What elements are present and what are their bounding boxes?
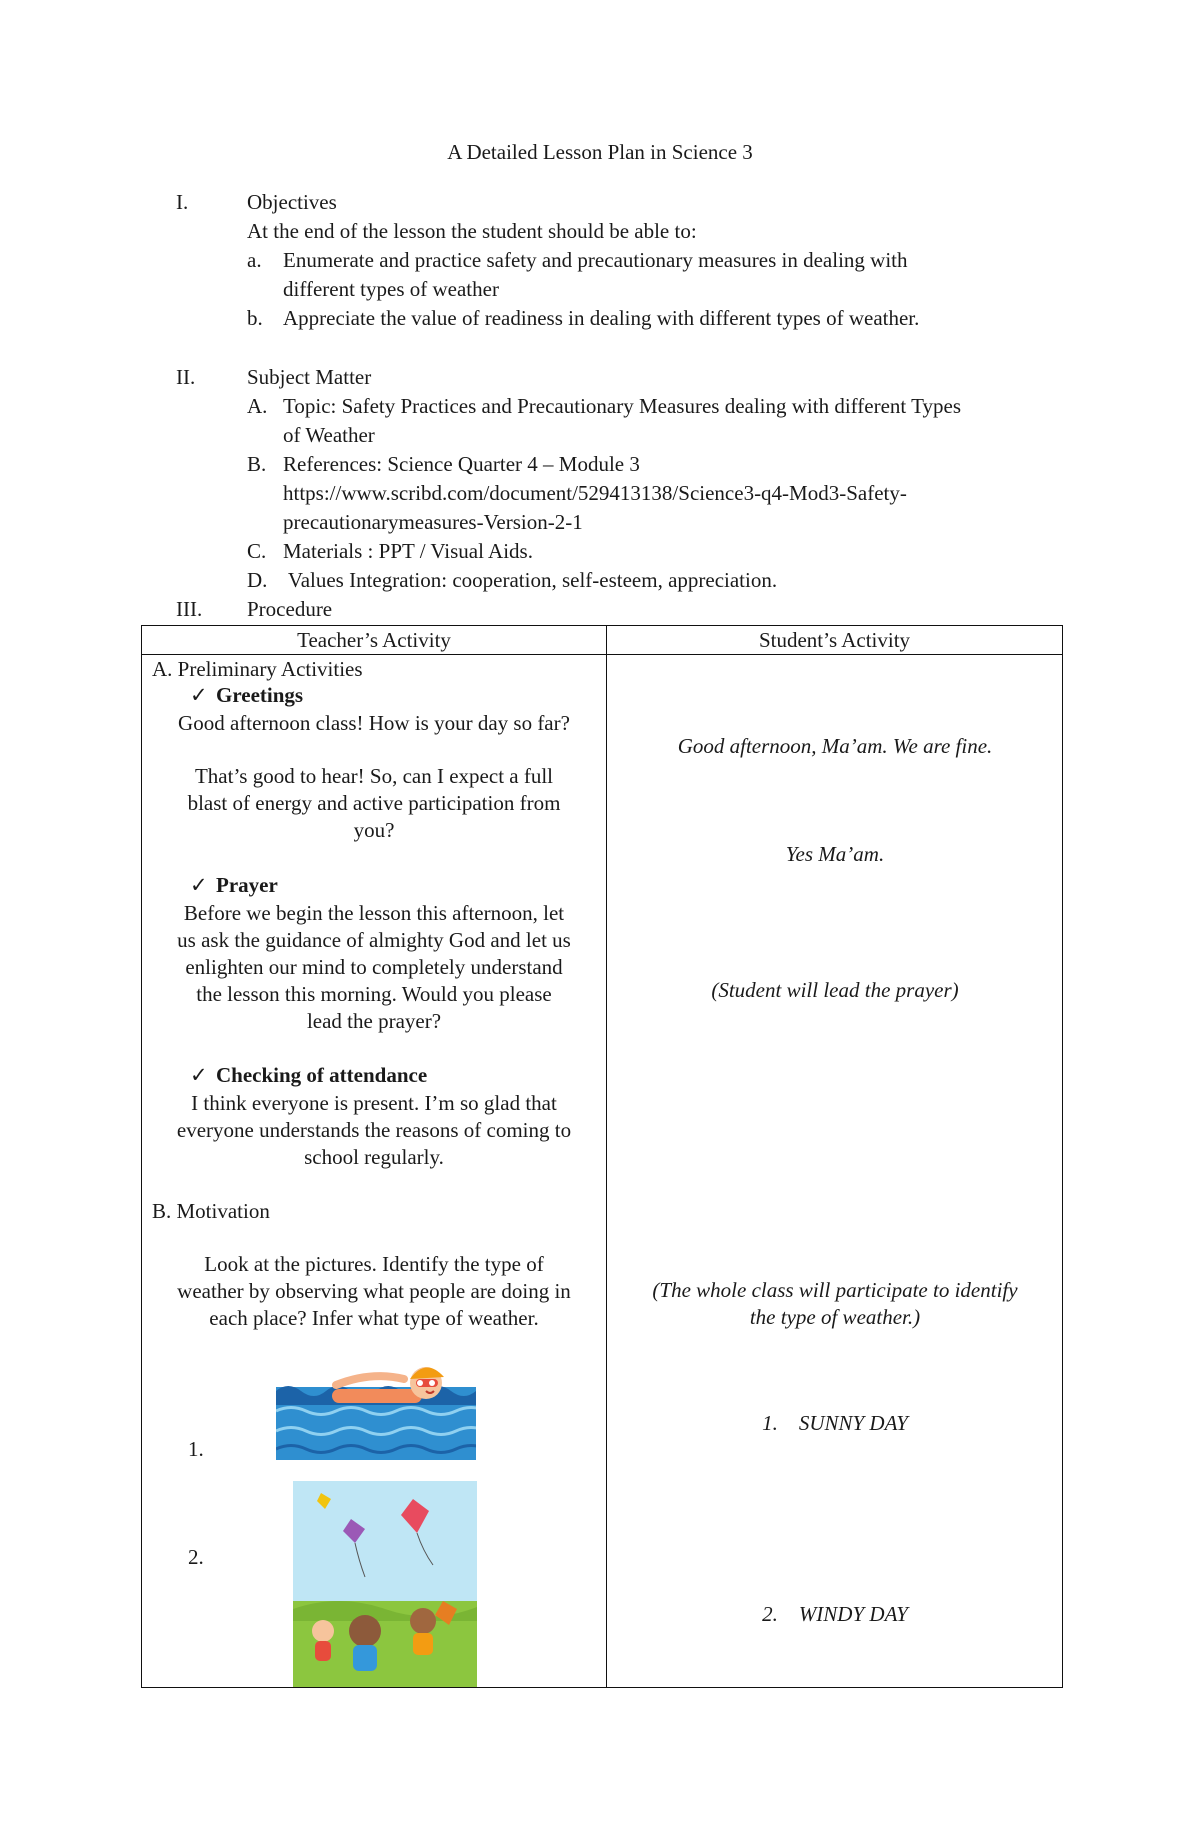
- objectives-intro: At the end of the lesson the student should be able to:: [247, 219, 697, 243]
- attendance-heading: ✓ Checking of attendance: [190, 1063, 428, 1087]
- prayer-reply: (Student will lead the prayer): [711, 978, 959, 1002]
- motivation-reply-line-2: the type of weather.): [749, 1305, 921, 1329]
- subject-c-label: C.: [247, 539, 267, 563]
- objectives-number: I.: [176, 190, 189, 214]
- procedure-number: III.: [176, 597, 203, 621]
- greetings-heading: ✓ Greetings: [190, 683, 304, 707]
- expect-line-3: you?: [353, 818, 395, 842]
- picture-1-label: 1.: [188, 1437, 204, 1461]
- checkmark-icon: ✓: [190, 1063, 208, 1087]
- teacher-activity-header: Teacher’s Activity: [142, 626, 607, 655]
- subject-d-label: D.: [247, 568, 268, 592]
- greeting-line: Good afternoon class! How is your day so far?: [178, 711, 570, 735]
- prayer-line-5: lead the prayer?: [306, 1009, 442, 1033]
- swimming-picture: [276, 1349, 476, 1460]
- attendance-line-2: everyone understands the reasons of coming to: [176, 1118, 572, 1142]
- teacher-activity-cell: [142, 655, 607, 1688]
- procedure-heading: Procedure: [247, 597, 333, 621]
- checkmark-icon: ✓: [190, 683, 208, 707]
- attendance-line-1: I think everyone is present. I’m so glad that: [191, 1091, 557, 1115]
- student-activity-cell: [607, 655, 1063, 1688]
- greeting-reply: Good afternoon, Ma’am. We are fine.: [677, 734, 993, 758]
- answer-2: 2. WINDY DAY: [762, 1602, 908, 1626]
- objective-a-line-2: different types of weather: [283, 277, 499, 301]
- subject-matter-number: II.: [176, 365, 196, 389]
- motivation-line-1: Look at the pictures. Identify the type of: [204, 1252, 544, 1276]
- yes-reply: Yes Ma’am.: [785, 842, 885, 866]
- document-title: A Detailed Lesson Plan in Science 3: [447, 140, 753, 164]
- motivation-reply-line-1: (The whole class will participate to identify: [652, 1278, 1018, 1302]
- objective-b-line-1: Appreciate the value of readiness in dealing with different types of weather.: [283, 306, 920, 330]
- subject-a-line-1: Topic: Safety Practices and Precautionary Measures dealing with different Types: [283, 394, 961, 418]
- attendance-line-3: school regularly.: [304, 1145, 444, 1169]
- expect-line-1: That’s good to hear! So, can I expect a full: [194, 764, 554, 788]
- objectives-heading: Objectives: [247, 190, 337, 214]
- expect-line-2: blast of energy and active participation from: [187, 791, 561, 815]
- subject-a-label: A.: [247, 394, 268, 418]
- subject-d-line-1: Values Integration: cooperation, self-esteem, appreciation.: [283, 568, 778, 592]
- objective-b-label: b.: [247, 306, 263, 330]
- motivation-line-2: weather by observing what people are doing in: [177, 1279, 571, 1303]
- subject-b-label: B.: [247, 452, 267, 476]
- motivation-line-3: each place? Infer what type of weather.: [209, 1306, 539, 1330]
- subject-a-line-2: of Weather: [283, 423, 375, 447]
- prayer-line-3: enlighten our mind to completely understand: [185, 955, 563, 979]
- kites-picture: [293, 1481, 477, 1687]
- student-activity-header: Student’s Activity: [607, 626, 1063, 655]
- objective-a-line-1: Enumerate and practice safety and precautionary measures in dealing with: [283, 248, 908, 272]
- preliminary-activities-heading: A. Preliminary Activities: [152, 657, 363, 681]
- subject-c-line-1: Materials : PPT / Visual Aids.: [283, 539, 533, 563]
- procedure-table: [141, 625, 1063, 1688]
- prayer-heading: ✓ Prayer: [190, 873, 278, 897]
- picture-2-label: 2.: [188, 1545, 204, 1569]
- subject-matter-heading: Subject Matter: [247, 365, 372, 389]
- checkmark-icon: ✓: [190, 873, 208, 897]
- objective-a-label: a.: [247, 248, 262, 272]
- motivation-heading: B. Motivation: [152, 1199, 270, 1223]
- answer-1: 1. SUNNY DAY: [762, 1411, 908, 1435]
- subject-b-line-2: https://www.scribd.com/document/529413138/Science3-q4-Mod3-Safety-: [283, 481, 907, 505]
- prayer-line-4: the lesson this morning. Would you please: [196, 982, 552, 1006]
- prayer-line-1: Before we begin the lesson this afternoon, let: [183, 901, 565, 925]
- subject-b-line-1: References: Science Quarter 4 – Module 3: [283, 452, 640, 476]
- prayer-line-2: us ask the guidance of almighty God and let us: [177, 928, 571, 952]
- subject-b-line-3: precautionarymeasures-Version-2-1: [283, 510, 583, 534]
